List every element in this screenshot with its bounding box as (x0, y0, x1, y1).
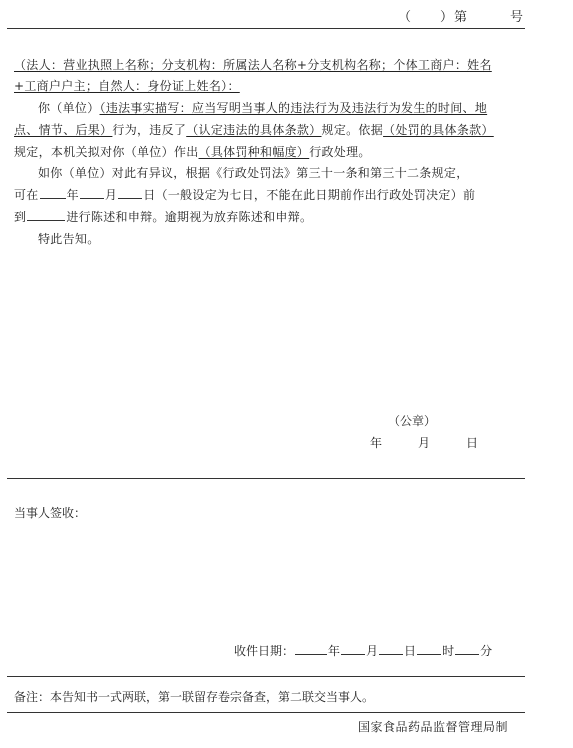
p1-facts: （违法事实描写：应当写明当事人的违法行为及违法行为发生的时间、地 (99, 101, 488, 115)
signature-label: 当事人签收： (14, 506, 87, 520)
seal-date (370, 434, 478, 451)
paragraph-2-line-3 (14, 208, 312, 225)
party-hint-text: （法人：营业执照上名称；分支机构：所属法人名称+分支机构名称；个体工商户：姓名 (14, 58, 492, 72)
p2-c-2: 进行陈述和申辩。逾期视为放弃陈述和申辩。 (66, 210, 313, 224)
p3: 特此告知。 (38, 232, 100, 246)
receipt-year: 年 (328, 644, 341, 658)
p1-rule: 规定。依据 (321, 123, 384, 137)
document-number: （ ）第 号 (398, 10, 525, 25)
issuer-label: 国家食品药品监督管理局制 (358, 720, 509, 734)
location-blank[interactable] (27, 208, 65, 221)
receipt-month-blank[interactable] (341, 642, 365, 655)
year-blank[interactable] (40, 186, 66, 199)
receipt-month: 月 (366, 644, 379, 658)
p1-end: 行政处理。 (309, 145, 371, 159)
seal-date-day: 日 (466, 436, 479, 450)
lower-divider (7, 676, 525, 677)
middle-divider (7, 478, 525, 479)
top-divider (7, 28, 525, 29)
p2-month: 月 (104, 188, 118, 202)
p1-law: （认定违法的具体条款） (186, 123, 322, 137)
receipt-date (234, 642, 492, 659)
p2-year: 年 (66, 188, 79, 202)
receipt-day: 日 (404, 644, 417, 658)
seal-date-year: 年 (370, 436, 383, 450)
receipt-minute: 分 (480, 644, 493, 658)
seal-date-month: 月 (418, 436, 431, 450)
p1-penalty: （具体罚种和幅度） (198, 145, 310, 159)
bottom-divider (7, 712, 525, 713)
paragraph-1-line-2 (14, 121, 494, 138)
day-blank[interactable] (118, 186, 142, 199)
receipt-day-blank[interactable] (379, 642, 403, 655)
party-hint-cont-text: +工商户户主；自然人：身份证上姓名）： (14, 79, 240, 93)
official-seal-label: （公章） (388, 414, 437, 428)
remark-note: 备注：本告知书一式两联，第一联留存卷宗备查，第二联交当事人。 (14, 690, 375, 704)
p2-a: 如你（单位）对此有异议，根据《行政处罚法》第三十一条和第三十二条规定， (38, 166, 469, 180)
party-hint-cont (14, 77, 240, 94)
p1-basis: （处罚的具体条款） (383, 123, 494, 137)
party-hint (14, 56, 492, 73)
receipt-date-label: 收件日期： (234, 644, 295, 658)
p1-act: 行为，违反了 (112, 123, 187, 137)
receipt-hour-blank[interactable] (417, 642, 441, 655)
p2-b-1: 可在 (14, 188, 39, 202)
paragraph-1-line-3 (14, 143, 371, 160)
receipt-year-blank[interactable] (295, 642, 327, 655)
month-blank[interactable] (80, 186, 104, 199)
closing-line (38, 230, 100, 247)
paragraph-2-line-1 (38, 164, 469, 181)
p1-facts-cont: 点、情节、后果） (14, 123, 113, 137)
receipt-hour: 时 (442, 644, 455, 658)
p1-rule2: 规定，本机关拟对你（单位）作出 (14, 145, 199, 159)
p2-day: 日（一般设定为七日，不能在此日期前作出行政处罚决定）前 (143, 188, 476, 202)
paragraph-2-line-2 (14, 186, 475, 203)
p2-c-1: 到 (14, 210, 27, 224)
receipt-minute-blank[interactable] (455, 642, 479, 655)
p1-you: 你（单位） (38, 101, 100, 115)
paragraph-1-line-1 (38, 99, 487, 116)
